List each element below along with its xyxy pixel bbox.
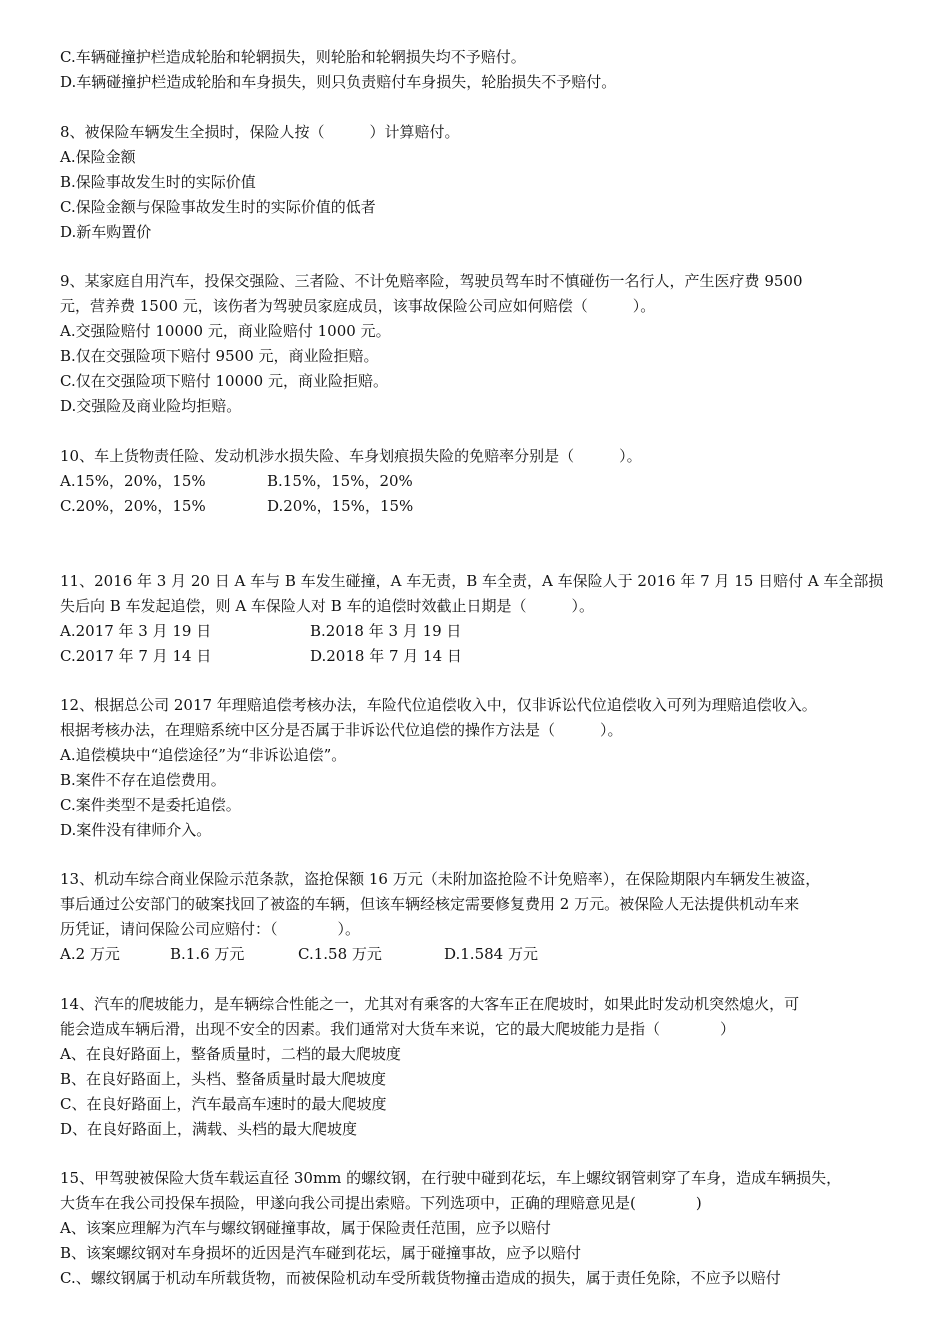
q13-stem-line1: 13、机动车综合商业保险示范条款，盗抢保额 16 万元（未附加盗抢险不计免赔率），在保险期限内车辆发生被盗， — [60, 870, 821, 888]
q11-stem-line2: 失后向 B 车发起追偿，则 A 车保险人对 B 车的追偿时效截止日期是（ ）。 — [60, 597, 594, 615]
q10-option-d: D.20%，15%，15% — [267, 497, 414, 515]
q10-option-a: A.15%，20%，15% — [60, 472, 206, 490]
q8-option-c: C.保险金额与保险事故发生时的实际价值的低者 — [60, 198, 376, 216]
q11-stem-line1: 11、2016 年 3 月 20 日 A 车与 B 车发生碰撞，A 车无责，B 车全责，A 车保险人于 2016 年 7 月 15 日赔付 A 车全部损 — [60, 572, 884, 590]
q8-option-b: B.保险事故发生时的实际价值 — [60, 173, 256, 191]
q7-option-c: C.车辆碰撞护栏造成轮胎和轮辋损失，则轮胎和轮辋损失均不予赔付。 — [60, 48, 526, 66]
q10-stem: 10、车上货物责任险、发动机涉水损失险、车身划痕损失险的免赔率分别是（ ）。 — [60, 447, 642, 465]
q12-option-a: A.追偿模块中“追偿途径”为“非诉讼追偿”。 — [60, 746, 347, 764]
q12-option-b: B.案件不存在追偿费用。 — [60, 771, 226, 789]
q12-option-c: C.案件类型不是委托追偿。 — [60, 796, 241, 814]
q14-option-a: A、在良好路面上，整备质量时，二档的最大爬坡度 — [60, 1045, 401, 1063]
q8-option-a: A.保险金额 — [60, 148, 136, 166]
q11-option-d: D.2018 年 7 月 14 日 — [310, 647, 462, 665]
q7-option-d: D.车辆碰撞护栏造成轮胎和车身损失，则只负责赔付车身损失，轮胎损失不予赔付。 — [60, 73, 617, 91]
q15-stem-line1: 15、甲驾驶被保险大货车载运直径 30mm 的螺纹钢，在行驶中碰到花坛，车上螺纹钢管刺穿了车身，造成车辆损失， — [60, 1169, 842, 1187]
q13-option-d: D.1.584 万元 — [444, 945, 538, 963]
q9-stem-line1: 9、某家庭自用汽车，投保交强险、三者险、不计免赔率险，驾驶员驾车时不慎碰伤一名行人，产生医疗费 9500 — [60, 272, 803, 290]
q14-option-c: C、在良好路面上，汽车最高车速时的最大爬坡度 — [60, 1095, 387, 1113]
q15-stem-line2: 大货车在我公司投保车损险，甲遂向我公司提出索赔。下列选项中，正确的理赔意见是( ) — [60, 1194, 702, 1212]
q9-option-a: A.交强险赔付 10000 元，商业险赔付 1000 元。 — [60, 322, 391, 340]
q10-option-c: C.20%，20%，15% — [60, 497, 206, 515]
q14-stem-line1: 14、汽车的爬坡能力，是车辆综合性能之一，尤其对有乘客的大客车正在爬坡时，如果此时发动机突然熄火，可 — [60, 995, 800, 1013]
q12-stem-line2: 根据考核办法，在理赔系统中区分是否属于非诉讼代位追偿的操作方法是（ ）。 — [60, 721, 623, 739]
q13-option-b: B.1.6 万元 — [170, 945, 245, 963]
q11-option-c: C.2017 年 7 月 14 日 — [60, 647, 212, 665]
q12-stem-line1: 12、根据总公司 2017 年理赔追偿考核办法，车险代位追偿收入中，仅非诉讼代位追偿收入可列为理赔追偿收入。 — [60, 696, 817, 714]
q14-option-b: B、在良好路面上，头档、整备质量时最大爬坡度 — [60, 1070, 387, 1088]
q12-option-d: D.案件没有律师介入。 — [60, 821, 212, 839]
q13-stem-line3: 历凭证，请问保险公司应赔付：（ ）。 — [60, 920, 361, 938]
q9-option-b: B.仅在交强险项下赔付 9500 元，商业险拒赔。 — [60, 347, 379, 365]
q8-option-d: D.新车购置价 — [60, 223, 152, 241]
q15-option-a: A、该案应理解为汽车与螺纹钢碰撞事故，属于保险责任范围，应予以赔付 — [60, 1219, 551, 1237]
q14-option-d: D、在良好路面上，满载、头档的最大爬坡度 — [60, 1120, 358, 1138]
q11-option-b: B.2018 年 3 月 19 日 — [310, 622, 462, 640]
q14-stem-line2: 能会造成车辆后滑，出现不安全的因素。我们通常对大货车来说，它的最大爬坡能力是指（ ） — [60, 1020, 736, 1038]
q13-stem-line2: 事后通过公安部门的破案找回了被盗的车辆，但该车辆经核定需要修复费用 2 万元。被保险人无法提供机动车来 — [60, 895, 800, 913]
q15-option-b: B、该案螺纹钢对车身损坏的近因是汽车碰到花坛，属于碰撞事故，应予以赔付 — [60, 1244, 582, 1262]
q13-option-a: A.2 万元 — [60, 945, 120, 963]
q11-option-a: A.2017 年 3 月 19 日 — [60, 622, 212, 640]
q15-option-c: C.、螺纹钢属于机动车所载货物，而被保险机动车受所载货物撞击造成的损失，属于责任免除，不应予以赔付 — [60, 1269, 781, 1287]
q10-option-b: B.15%，15%，20% — [267, 472, 413, 490]
q9-option-c: C.仅在交强险项下赔付 10000 元，商业险拒赔。 — [60, 372, 388, 390]
q13-option-c: C.1.58 万元 — [298, 945, 382, 963]
q9-stem-line2: 元，营养费 1500 元，该伤者为驾驶员家庭成员，该事故保险公司应如何赔偿（ ）。 — [60, 297, 656, 315]
q9-option-d: D.交强险及商业险均拒赔。 — [60, 397, 242, 415]
q8-stem: 8、被保险车辆发生全损时，保险人按（ ）计算赔付。 — [60, 123, 460, 141]
